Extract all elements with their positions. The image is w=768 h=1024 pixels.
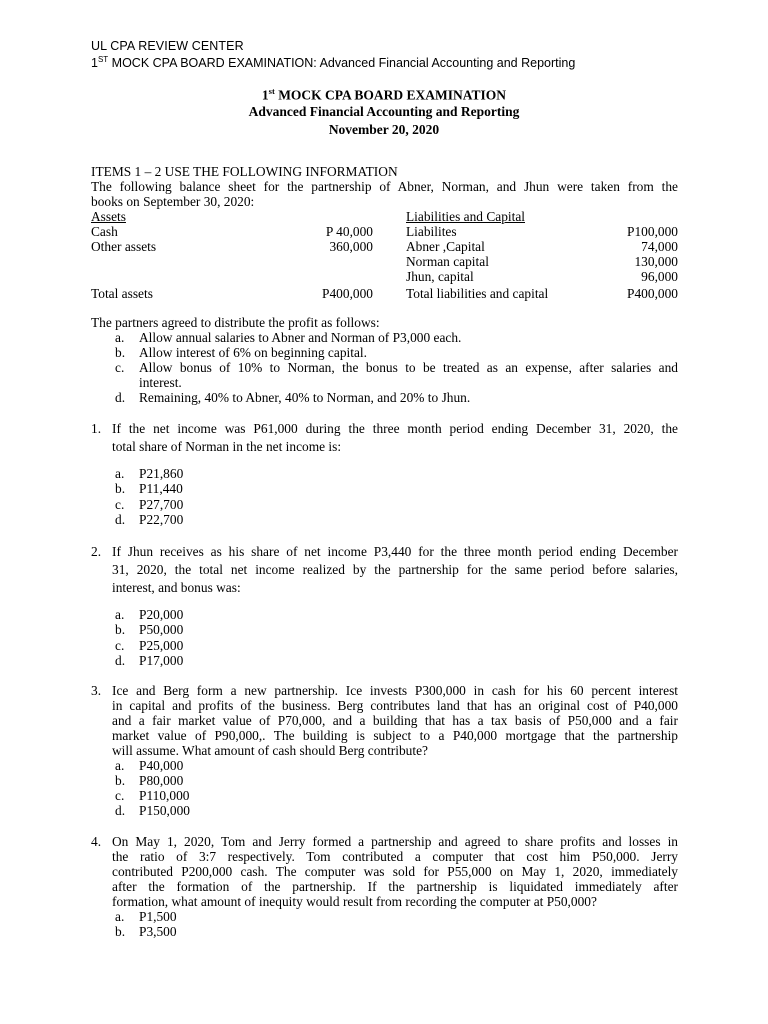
asset-label: Other assets — [91, 239, 157, 254]
document-page: UL CPA REVIEW CENTER 1ST MOCK CPA BOARD EXAMINATION: Advanced Financial Accounting and Reporting 1st MOCK CPA BOARD EXAMINATION Advanced Financial Accounting and Reporting November 20, 2020 ITEMS 1 – 2 USE THE FOLLOWING INFORMATION The following balance sheet for the partnership of Abner, Norman, and Jhun were taken from the books on September 30, 2020: Assets Liabilities and Capital Cash P 40,000 Other assets 360,000 Liabilites P100,000 Abner ,Capital 74,000 Norman capital 130,000 Jhun, capital 96,000 Total assets P400,000 Total liabilities and capital P400,000 The partners agreed to distribute the profit as follows: a. Allow annual salaries to Abner and Norman of P3,000 each. b. Allow interest of 6% on beginning capital. c. Allow bonus of 10% to Norman, the bonus to be treated as an expense, after salaries and interest. d. Remaining, 40% to Abner, 40% to Norman, and 20% to Jhun. 1. If the net income was P61,000 during the three month period ending December 31, 2020, the total share of Norman in the net income is: a. P21,860 b. P11,440 c. P27,700 d. P22,700 2. If Jhun receives as his share of net income P3,440 for the three month period ending December 31, 2020, the total net income realized by the partnership for the same period before salaries, interest, and bonus was: a. P20,000 b. P50,000 c. P25,000 d. P17,000 3. Ice and Berg form a new partnership. Ice invests P300,000 in cash for his 60 percent interest in capital and profits of the business. Berg contributes land that has an original cost of P40,000 and a fair market value of P70,000, and a building that has a tax basis of P50,000 and a fair market value of P90,000,. The building is subject to a P40,000 mortgage that the partnership will assume. What amount of cash should Berg contribute? a. P40,000 b. P80,000 c. P110,000 d. P150,000 4. On May 1, 2020, Tom and Jerry formed a partnership and agreed to share profits and losses in the ratio of 3:7 respectively. Tom contributed a computer that cost him P50,000. Jerry contributed P200,000 cash. The computer was sold for P55,000 on May 1, 2020, immediately after the formation of the partnership. If the partnership is liquidated immediately after formation, what amount of inequity would result from recording the computer at P50,000? a. P1,500 b. P3,500 — [0, 0, 768, 1024]
question-text: 31, 2020, the total net income realized by the partnership for the same period before salaries, — [112, 562, 678, 577]
question-text: If the net income was P61,000 during the three month period ending December 31, 2020, the — [112, 421, 678, 436]
total-assets-label: Total assets — [91, 286, 153, 301]
question-text: in capital and profits of the business. Berg contributes land that has an original cost of P40,000 — [112, 698, 678, 713]
liability-label: Liabilites — [406, 224, 457, 239]
header-organization: UL CPA REVIEW CENTER — [91, 39, 244, 53]
items-heading: ITEMS 1 – 2 USE THE FOLLOWING INFORMATION — [91, 164, 398, 179]
question-number: 1. — [91, 421, 102, 436]
intro-line: books on September 30, 2020: — [91, 194, 255, 209]
list-item-text: Allow bonus of 10% to Norman, the bonus to be treated as an expense, after salaries and — [139, 360, 678, 375]
total-liabilities-label: Total liabilities and capital — [406, 286, 549, 301]
question-text: Ice and Berg form a new partnership. Ice invests P300,000 in cash for his 60 percent interest — [112, 683, 678, 698]
liabilities-header: Liabilities and Capital — [406, 209, 525, 224]
liability-label: Norman capital — [406, 254, 489, 269]
question-number: 3. — [91, 683, 102, 698]
assets-header: Assets — [91, 209, 126, 224]
question-text: interest, and bonus was: — [112, 580, 241, 595]
question-text: will assume. What amount of cash should Berg contribute? — [112, 743, 428, 758]
page-title: 1st MOCK CPA BOARD EXAMINATION — [261, 86, 507, 103]
liability-value: 74,000 — [641, 239, 678, 254]
intro-line: The following balance sheet for the partnership of Abner, Norman, and Jhun were taken from the — [91, 179, 678, 194]
question-text: the ratio of 3:7 respectively. Tom contributed a computer that cost him P50,000. Jerry — [112, 849, 678, 864]
liability-label: Abner ,Capital — [406, 239, 485, 254]
question-text: and a fair market value of P70,000, and a building that has a tax basis of P50,000 and a fair — [112, 713, 678, 728]
question-text: market value of P90,000,. The building is subject to a P40,000 mortgage that the partnership — [112, 728, 678, 743]
question-text: contributed P200,000 cash. The computer was sold for P55,000 on May 1, 2020, immediately — [112, 864, 678, 879]
question-text: total share of Norman in the net income is: — [112, 439, 342, 454]
asset-value: P 40,000 — [325, 224, 373, 239]
question-number: 4. — [91, 834, 102, 849]
liability-value: P100,000 — [627, 224, 678, 239]
asset-label: Cash — [91, 224, 118, 239]
page-subtitle: Advanced Financial Accounting and Reporting — [248, 104, 520, 119]
question-text: On May 1, 2020, Tom and Jerry formed a partnership and agreed to share profits and losses in — [112, 834, 678, 849]
agreement-intro: The partners agreed to distribute the profit as follows: — [91, 315, 380, 330]
asset-value: 360,000 — [329, 239, 373, 254]
liability-label: Jhun, capital — [406, 269, 474, 284]
list-item-text: interest. — [139, 375, 182, 390]
liability-value: 96,000 — [641, 269, 678, 284]
page-date: November 20, 2020 — [328, 122, 440, 137]
header-exam-line: 1ST MOCK CPA BOARD EXAMINATION: Advanced Financial Accounting and Reporting — [91, 55, 576, 71]
question-number: 2. — [91, 544, 102, 559]
liability-value: 130,000 — [634, 254, 678, 269]
total-assets-value: P400,000 — [322, 286, 373, 301]
question-text: after the formation of the partnership. If the partnership is liquidated immediately after — [112, 879, 678, 894]
question-text: If Jhun receives as his share of net income P3,440 for the three month period ending December — [112, 544, 678, 559]
total-liabilities-value: P400,000 — [627, 286, 678, 301]
question-text: formation, what amount of inequity would result from recording the computer at P50,000? — [112, 894, 597, 909]
